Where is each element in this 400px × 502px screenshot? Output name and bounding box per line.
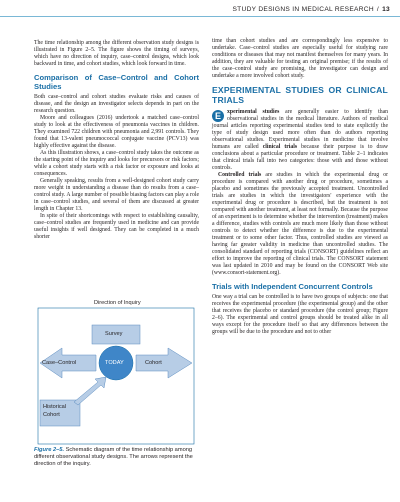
paragraph: One way a trial can be controlled is to have two groups of subjects: one that receives the experimental procedure (the experimental group) and the other that receives the placebo or standard procedure (the control group; Figure 2–6). The experimental and control groups should be treated alike in all ways except for the procedure itself so that any differences between the groups will be due to the procedure and not to other (212, 294, 388, 336)
paragraph: Generally speaking, results from a well-designed cohort study carry more weight in understanding a disease than do results from a case–control study. A large number of possible biasing factors can play a role in case–control studies, and several of them are discussed at greater length in Chapter 13. (34, 178, 199, 213)
today-label: TODAY (105, 360, 124, 366)
paragraph: Both case–control and cohort studies evaluate risks and causes of disease, and the design an investigator selects depends in part on the research question. (34, 94, 199, 115)
section-heading: Comparison of Case–Control and Cohort Studies (34, 73, 199, 91)
text-run: are studies in which the experimental drug or procedure is compared with another drug or procedure, sometimes a placebo and sometimes the previously accepted treatment. Uncontrolled trials are studies in which the investigators' experience with the experimental drug or procedure is described, but the treatment is not compared with another treatment, at least not formally. Because the purpose of an experiment is to determine whether the intervention (treatment) makes a difference, studies with controls are much more likely than those without controls to detect whether the difference is due to the experimental treatment or to some other factor. Thus, controlled studies are viewed as having far greater validity in medicine than uncontrolled studies. The consolidated standard of reporting trials (CONSORT) guidelines reflect an effort to improve the reporting of clinical trials. The CONSORT statement was last updated in 2010 and may be found on the CONSORT Web site (www.consort-statement.org). (212, 171, 389, 276)
paragraph: The time relationship among the different observation study designs is illustrated in Figure 2–5. The figure shows the timing of surveys, which have no direction of inquiry, case–control designs, which look backward in time, and cohort studies, which look forward in time. (34, 40, 199, 67)
text-run: because their purpose is to draw conclusions about a particular procedure or treatment. Table 2–1 indicates that clinical trials fall into two categories: those with and those without controls. (212, 143, 388, 171)
paragraph: Moore and colleagues (2016) undertook a matched case–control study to look at the effectiveness of pneumonia vaccines in children. They examined 722 children with pneumonia and 2,991 controls. They found that 13-valent pneumococcal conjugate vaccine (PCV13) was highly effective against the disease. (34, 115, 199, 150)
header-separator: / (376, 6, 380, 13)
subsection-heading: Trials with Independent Concurrent Controls (212, 281, 373, 291)
right-column (212, 38, 388, 336)
historical-arrow (74, 377, 106, 405)
survey-label: Survey (105, 331, 123, 337)
header-rule (0, 16, 400, 17)
paragraph: In spite of their shortcomings with respect to establishing causality, case–control studies are frequently used in medicine and can provide useful insights if well designed. They can be completed in a much shorter (34, 213, 199, 241)
direction-label: Direction of Inquiry (94, 300, 141, 306)
case-control-label: Case–Control (42, 360, 77, 366)
historical-label: Historical (43, 404, 67, 410)
page-number: 13 (382, 6, 390, 13)
left-column (34, 40, 199, 241)
caption-text: Schematic diagram of the time relationship among different observational study designs. The arrows represent the direction of the inquiry. (34, 447, 193, 467)
paragraph: As this illustration shows, a case–control study takes the outcome as the starting point of the inquiry and looks for precursors or risk factors; while a cohort study starts with a risk factor or exposure and looks at consequences. (34, 150, 199, 178)
cohort-label: Cohort (145, 360, 162, 366)
paragraph (212, 172, 388, 277)
paragraph (212, 109, 388, 172)
bold-term: xperimental studies (227, 108, 280, 115)
section-heading: EXPERIMENTAL STUDIES OR CLINICAL TRIALS (212, 85, 388, 105)
paragraph: time than cohort studies and are correspondingly less expensive to undertake. Case–control studies are especially useful for studying rare conditions or diseases that may not manifest themselves for many years. In addition, they are valuable for testing an original premise; if the results of the case–control study are promising, the investigator can design and undertake a more involved cohort study. (212, 38, 388, 79)
running-header (232, 6, 390, 13)
bold-term: Controlled trials (218, 171, 262, 178)
bold-term: clinical trials (262, 143, 298, 150)
figure-2-5 (34, 298, 199, 448)
drop-cap: E (212, 110, 224, 122)
figure-caption (34, 447, 194, 468)
historical-cohort-label: Cohort (43, 412, 60, 418)
header-title: STUDY DESIGNS IN MEDICAL RESEARCH (232, 6, 374, 13)
caption-label: Figure 2–5. (34, 447, 65, 453)
figure-diagram (34, 298, 199, 448)
text-run: are generally easier to identify than observational studies in the medical literature. Authors of medical journal articles reporting experimental studies tend to state explicitly the type of study design used more often than do authors reporting observational studies. Experimental studies in medicine that involve humans are called (212, 108, 389, 150)
